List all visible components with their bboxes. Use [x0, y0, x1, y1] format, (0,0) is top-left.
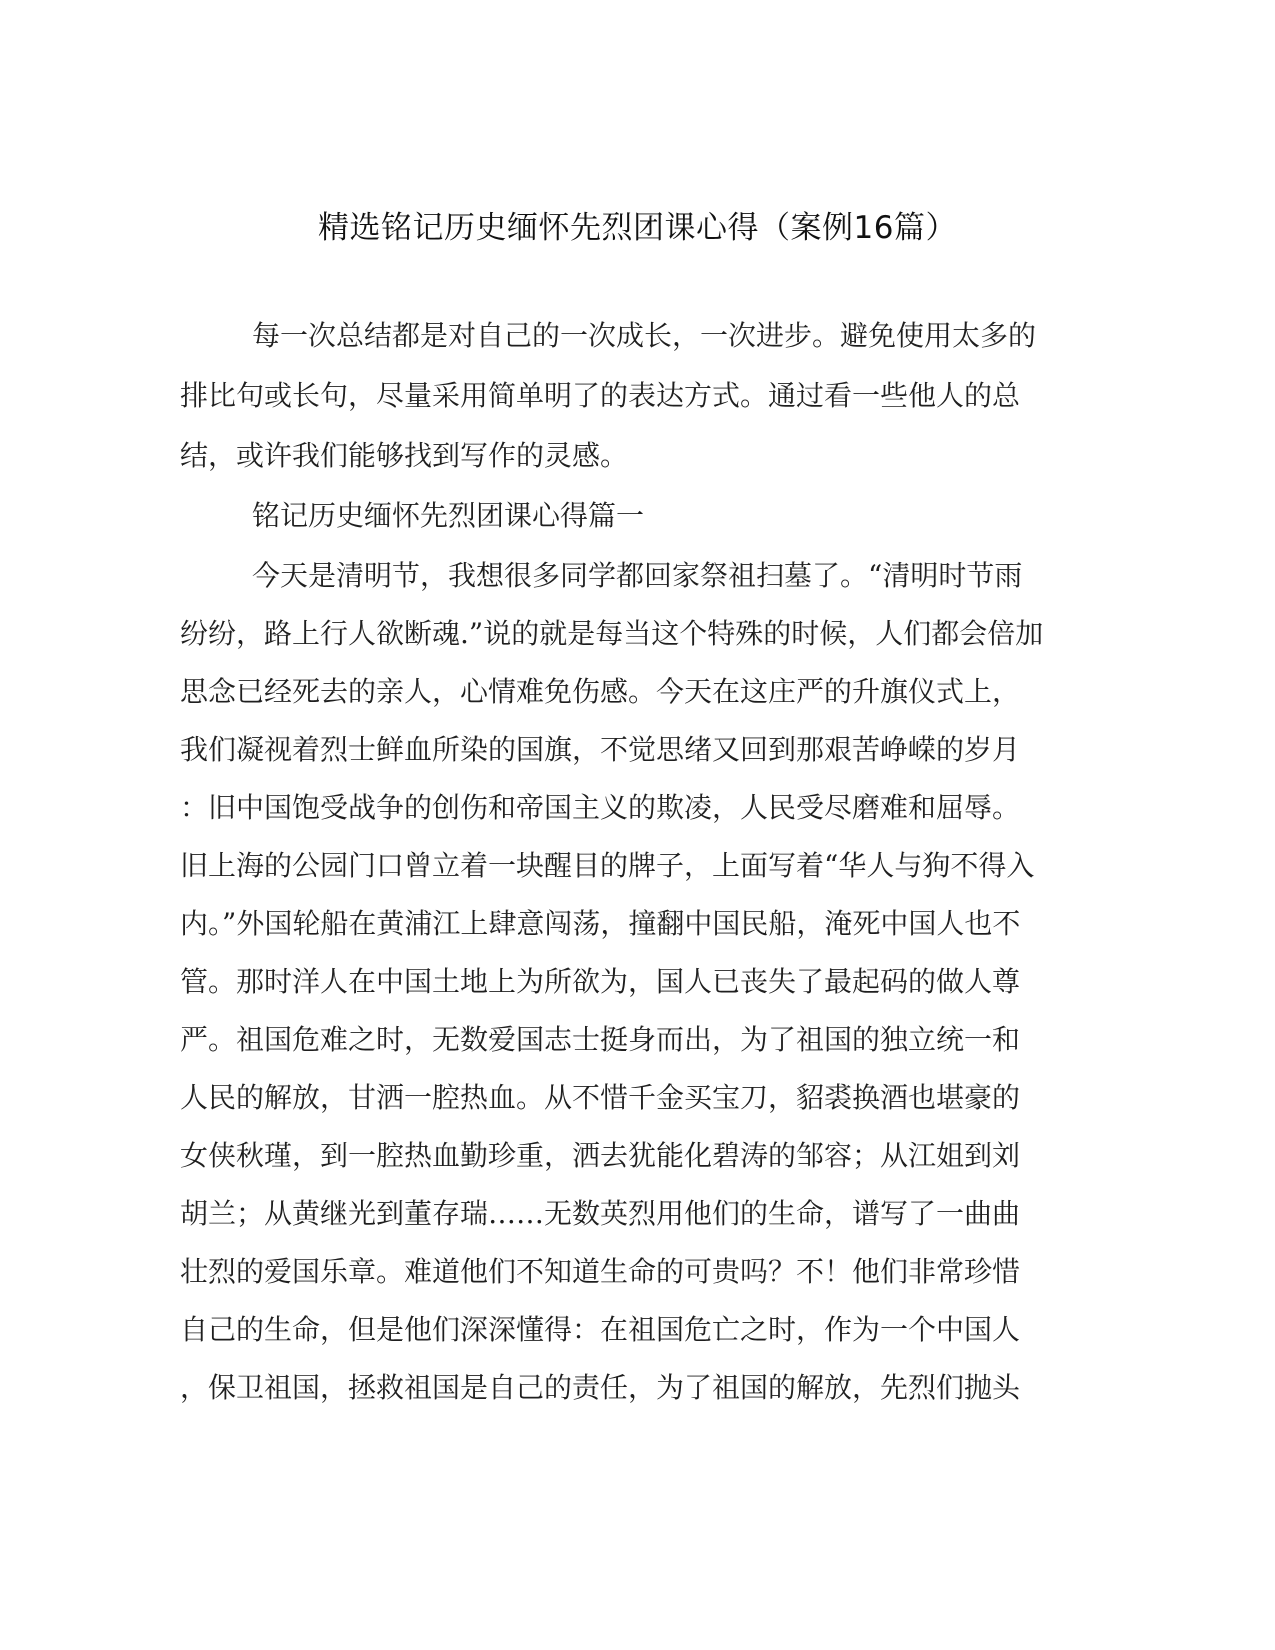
- paragraph-line: 我们凝视着烈士鲜血所染的国旗，不觉思绪又回到那艰苦峥嵘的岁月: [180, 733, 1021, 766]
- paragraph-line: 女侠秋瑾，到一腔热血勤珍重，洒去犹能化碧涛的邹容；从江姐到刘: [180, 1139, 1021, 1172]
- paragraph-line: 结，或许我们能够找到写作的灵感。: [180, 439, 629, 472]
- paragraph-line: 每一次总结都是对自己的一次成长，一次进步。避免使用太多的: [252, 319, 1037, 352]
- paragraph-line: 思念已经死去的亲人，心情难免伤感。今天在这庄严的升旗仪式上，: [180, 675, 1021, 708]
- document-title: 精选铭记历史缅怀先烈团课心得（案例16篇）: [318, 210, 957, 246]
- section-heading: 铭记历史缅怀先烈团课心得篇一: [252, 499, 645, 532]
- paragraph-line: ，保卫祖国，拯救祖国是自己的责任，为了祖国的解放，先烈们抛头: [180, 1371, 1021, 1404]
- paragraph-line: 人民的解放，甘洒一腔热血。从不惜千金买宝刀，貂裘换酒也堪豪的: [180, 1081, 1021, 1114]
- paragraph-line: ：旧中国饱受战争的创伤和帝国主义的欺凌，人民受尽磨难和屈辱。: [180, 791, 1021, 824]
- paragraph-line: 内。”外国轮船在黄浦江上肆意闯荡，撞翻中国民船，淹死中国人也不: [180, 907, 1021, 940]
- paragraph-line: 严。祖国危难之时，无数爱国志士挺身而出，为了祖国的独立统一和: [180, 1023, 1021, 1056]
- paragraph-line: 今天是清明节，我想很多同学都回家祭祖扫墓了。“清明时节雨: [252, 559, 1023, 592]
- paragraph-line: 管。那时洋人在中国土地上为所欲为，国人已丧失了最起码的做人尊: [180, 965, 1021, 998]
- paragraph-line: 排比句或长句，尽量采用简单明了的表达方式。通过看一些他人的总: [180, 379, 1021, 412]
- paragraph-line: 纷纷，路上行人欲断魂.”说的就是每当这个特殊的时候，人们都会倍加: [180, 617, 1044, 650]
- paragraph-line: 壮烈的爱国乐章。难道他们不知道生命的可贵吗？不！他们非常珍惜: [180, 1255, 1021, 1288]
- paragraph-line: 旧上海的公园门口曾立着一块醒目的牌子，上面写着“华人与狗不得入: [180, 849, 1035, 882]
- paragraph-line: 自己的生命，但是他们深深懂得：在祖国危亡之时，作为一个中国人: [180, 1313, 1021, 1346]
- paragraph-line: 胡兰；从黄继光到董存瑞……无数英烈用他们的生命，谱写了一曲曲: [180, 1197, 1021, 1230]
